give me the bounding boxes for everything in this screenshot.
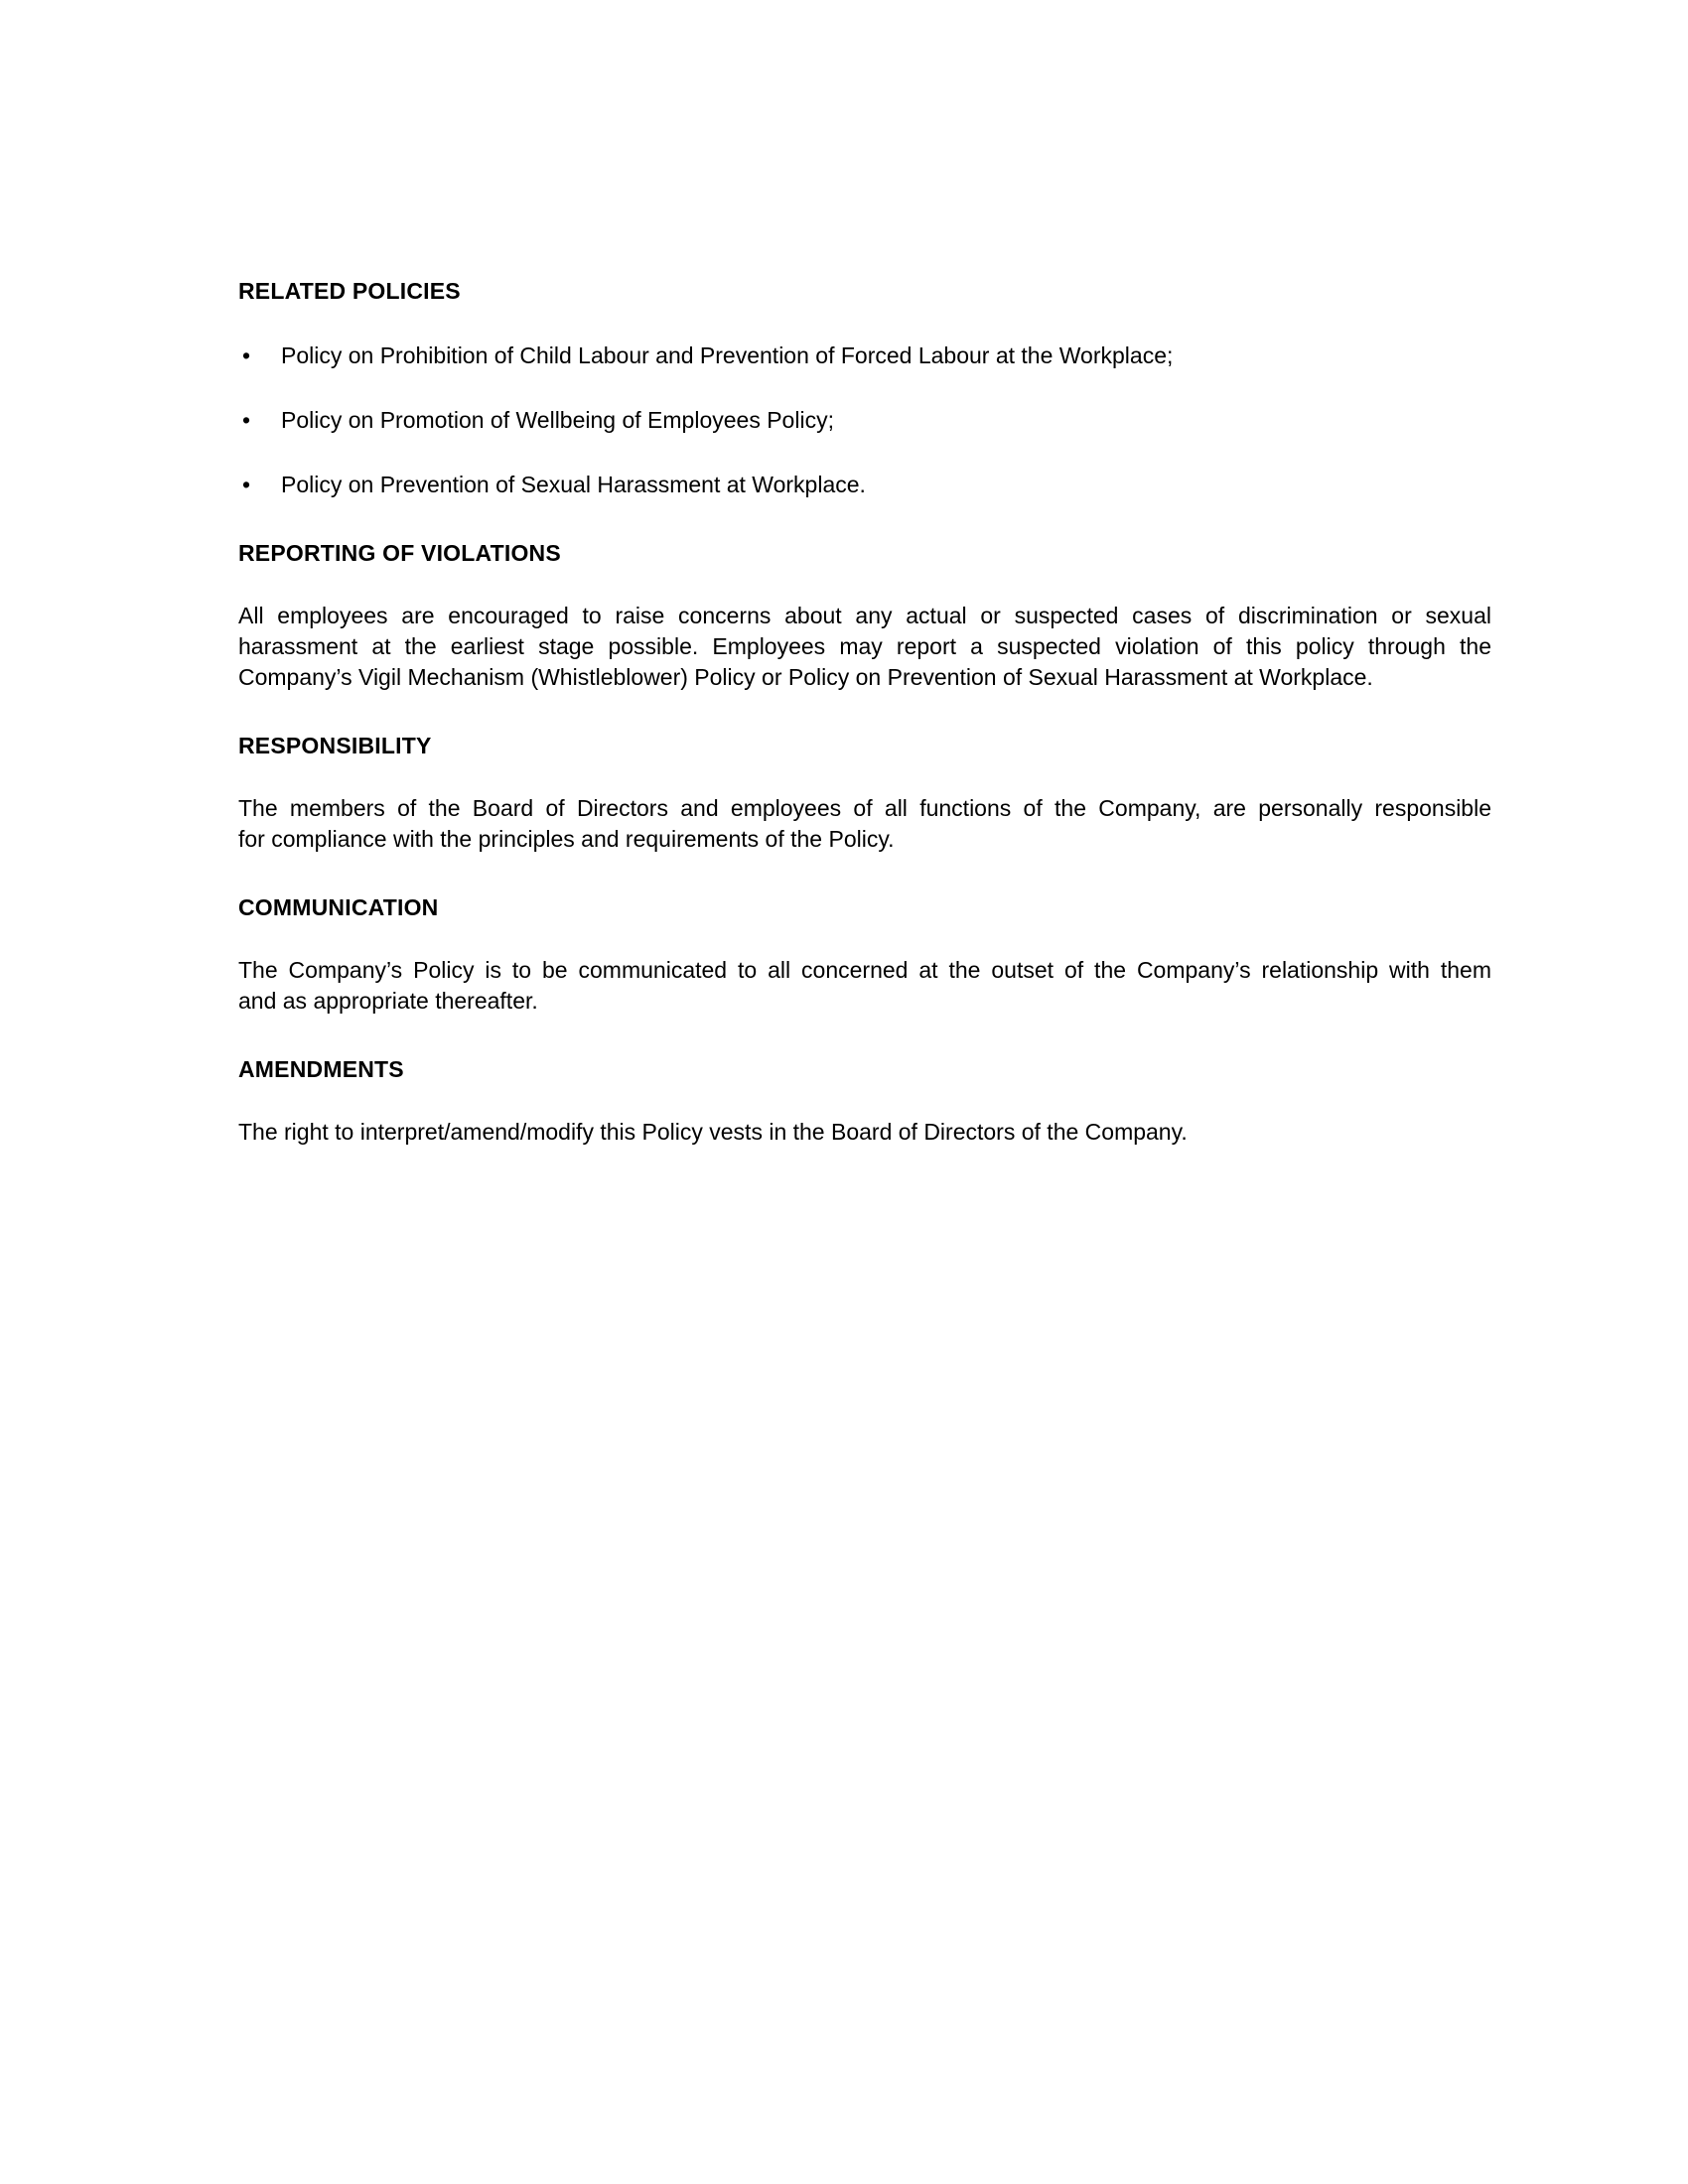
list-item — [238, 341, 1491, 371]
section-heading-responsibility: RESPONSIBILITY — [238, 733, 432, 758]
section-heading-related-policies: RELATED POLICIES — [238, 278, 461, 304]
paragraph-line: The members of the Board of Directors and employees of all functions of the Company, are personally responsible — [238, 795, 1491, 821]
list-item — [238, 470, 1491, 500]
document-content — [238, 276, 1491, 1148]
paragraph-line: for compliance with the principles and requirements of the Policy. — [238, 826, 895, 852]
bullet-text: Policy on Promotion of Wellbeing of Employees Policy; — [281, 407, 834, 433]
list-item — [238, 405, 1491, 436]
paragraph-line: harassment at the earliest stage possible. Employees may report a suspected violation of this policy through the — [238, 633, 1491, 659]
paragraph-line: All employees are encouraged to raise concerns about any actual or suspected cases of discrimination or sexual — [238, 603, 1491, 628]
paragraph-line: Company’s Vigil Mechanism (Whistleblower) Policy or Policy on Prevention of Sexual Harassment at Workplace. — [238, 664, 1373, 690]
paragraph-responsibility — [238, 793, 1491, 855]
paragraph-amendments — [238, 1117, 1491, 1148]
paragraph-reporting-of-violations — [238, 601, 1491, 693]
bullet-text: Policy on Prevention of Sexual Harassment at Workplace. — [281, 472, 866, 497]
section-heading-reporting-of-violations: REPORTING OF VIOLATIONS — [238, 540, 561, 566]
bullet-icon: • — [242, 407, 251, 433]
paragraph-communication — [238, 955, 1491, 1017]
section-heading-amendments: AMENDMENTS — [238, 1056, 404, 1082]
related-policies-list — [238, 341, 1491, 500]
paragraph-line: The right to interpret/amend/modify this Policy vests in the Board of Directors of the Company. — [238, 1119, 1188, 1145]
paragraph-line: and as appropriate thereafter. — [238, 988, 538, 1014]
bullet-icon: • — [242, 342, 251, 368]
section-heading-communication: COMMUNICATION — [238, 894, 439, 920]
bullet-text: Policy on Prohibition of Child Labour and Prevention of Forced Labour at the Workplace; — [281, 342, 1174, 368]
paragraph-line: The Company’s Policy is to be communicated to all concerned at the outset of the Company’s relationship with them — [238, 957, 1491, 983]
bullet-icon: • — [242, 472, 251, 497]
